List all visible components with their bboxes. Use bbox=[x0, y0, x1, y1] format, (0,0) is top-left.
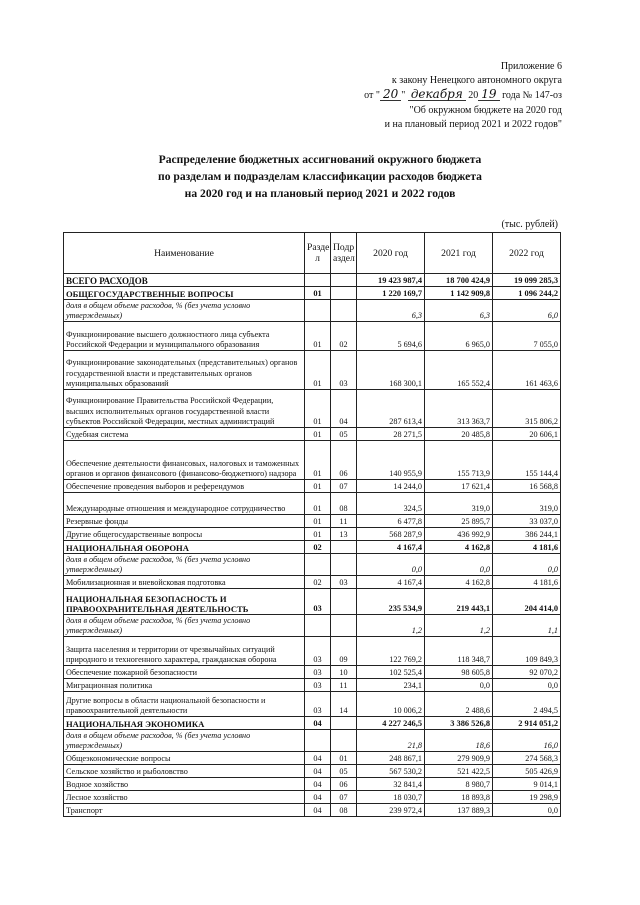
appendix-block bbox=[300, 60, 562, 132]
cell-razdel: 04 bbox=[305, 791, 331, 804]
cell-2022: 204 414,0 bbox=[493, 589, 561, 615]
cell-razdel: 01 bbox=[305, 493, 331, 515]
cell-2021: 0,0 bbox=[425, 679, 493, 692]
cell-razdel bbox=[305, 300, 331, 322]
table-row bbox=[64, 692, 561, 717]
cell-2022: 386 244,1 bbox=[493, 528, 561, 541]
units-label: (тыс. рублей) bbox=[501, 219, 558, 230]
cell-razdel: 03 bbox=[305, 589, 331, 615]
cell-2020: 234,1 bbox=[357, 679, 425, 692]
table-row bbox=[64, 515, 561, 528]
cell-podrazdel bbox=[331, 554, 357, 576]
cell-name: ОБЩЕГОСУДАРСТВЕННЫЕ ВОПРОСЫ bbox=[64, 287, 305, 300]
cell-2020: 28 271,5 bbox=[357, 428, 425, 441]
cell-name: Водное хозяйство bbox=[64, 778, 305, 791]
cell-2022: 33 037,0 bbox=[493, 515, 561, 528]
cell-2021: 521 422,5 bbox=[425, 765, 493, 778]
document-title bbox=[100, 151, 540, 203]
table-row bbox=[64, 528, 561, 541]
appendix-line-5: и на плановый период 2021 и 2022 годов" bbox=[384, 118, 562, 130]
cell-2022: 7 055,0 bbox=[493, 322, 561, 351]
table-row bbox=[64, 615, 561, 637]
appendix-date-line bbox=[300, 88, 562, 103]
cell-razdel: 03 bbox=[305, 666, 331, 679]
cell-razdel: 01 bbox=[305, 287, 331, 300]
table-row bbox=[64, 493, 561, 515]
cell-2022: 274 568,3 bbox=[493, 752, 561, 765]
cell-2020: 1,2 bbox=[357, 615, 425, 637]
appendix-line-4: "Об окружном бюджете на 2020 год bbox=[409, 104, 562, 116]
table-row bbox=[64, 752, 561, 765]
cell-2022: 155 144,4 bbox=[493, 441, 561, 480]
table-row bbox=[64, 765, 561, 778]
cell-2020: 287 613,4 bbox=[357, 390, 425, 428]
cell-name: Миграционная политика bbox=[64, 679, 305, 692]
cell-2022: 20 606,1 bbox=[493, 428, 561, 441]
cell-2020: 248 867,1 bbox=[357, 752, 425, 765]
cell-2021: 2 488,6 bbox=[425, 692, 493, 717]
table-row bbox=[64, 390, 561, 428]
cell-razdel: 01 bbox=[305, 441, 331, 480]
cell-2020: 32 841,4 bbox=[357, 778, 425, 791]
cell-razdel: 03 bbox=[305, 679, 331, 692]
table-row bbox=[64, 804, 561, 817]
cell-2021: 155 713,9 bbox=[425, 441, 493, 480]
table-row bbox=[64, 666, 561, 679]
table-row bbox=[64, 576, 561, 589]
cell-podrazdel bbox=[331, 274, 357, 287]
cell-2022: 319,0 bbox=[493, 493, 561, 515]
cell-name: Общеэкономические вопросы bbox=[64, 752, 305, 765]
cell-podrazdel: 03 bbox=[331, 351, 357, 390]
cell-2022: 92 070,2 bbox=[493, 666, 561, 679]
cell-2021: 1,2 bbox=[425, 615, 493, 637]
title-line-1: Распределение бюджетных ассигнований окружного бюджета bbox=[158, 153, 482, 166]
cell-2020: 567 530,2 bbox=[357, 765, 425, 778]
cell-podrazdel bbox=[331, 300, 357, 322]
cell-2022: 4 181,6 bbox=[493, 576, 561, 589]
cell-name: ВСЕГО РАСХОДОВ bbox=[64, 274, 305, 287]
cell-2022: 9 014,1 bbox=[493, 778, 561, 791]
cell-razdel bbox=[305, 274, 331, 287]
cell-2020: 5 694,6 bbox=[357, 322, 425, 351]
table-row bbox=[64, 541, 561, 554]
cell-2020: 0,0 bbox=[357, 554, 425, 576]
cell-2020: 6 477,8 bbox=[357, 515, 425, 528]
cell-name: Другие вопросы в области национальной безопасности и правоохранительной деятельности bbox=[64, 692, 305, 717]
handwritten-day: 20 bbox=[380, 88, 401, 101]
date-year-prefix: 20 bbox=[465, 90, 479, 102]
budget-table bbox=[63, 232, 561, 817]
cell-2021: 6 965,0 bbox=[425, 322, 493, 351]
cell-razdel: 03 bbox=[305, 637, 331, 666]
table-row bbox=[64, 730, 561, 752]
cell-2022: 0,0 bbox=[493, 554, 561, 576]
header-2021: 2021 год bbox=[425, 233, 493, 274]
cell-2021: 319,0 bbox=[425, 493, 493, 515]
cell-2020: 568 287,9 bbox=[357, 528, 425, 541]
cell-2021: 279 909,9 bbox=[425, 752, 493, 765]
cell-2021: 436 992,9 bbox=[425, 528, 493, 541]
cell-2020: 19 423 987,4 bbox=[357, 274, 425, 287]
cell-2021: 4 162,8 bbox=[425, 576, 493, 589]
cell-name: Сельское хозяйство и рыболовство bbox=[64, 765, 305, 778]
cell-name: Резервные фонды bbox=[64, 515, 305, 528]
cell-podrazdel: 11 bbox=[331, 679, 357, 692]
cell-2022: 2 914 051,2 bbox=[493, 717, 561, 730]
cell-podrazdel: 11 bbox=[331, 515, 357, 528]
table-row bbox=[64, 351, 561, 390]
cell-podrazdel: 08 bbox=[331, 493, 357, 515]
cell-podrazdel: 03 bbox=[331, 576, 357, 589]
cell-name: Защита населения и территории от чрезвычайных ситуаций природного и техногенного характера, гражданская оборона bbox=[64, 637, 305, 666]
table-row bbox=[64, 637, 561, 666]
appendix-line-1: Приложение 6 bbox=[500, 61, 562, 72]
cell-razdel: 01 bbox=[305, 528, 331, 541]
header-razdel: Разде л bbox=[305, 233, 331, 274]
cell-name: Мобилизационная и вневойсковая подготовка bbox=[64, 576, 305, 589]
table-row bbox=[64, 441, 561, 480]
cell-razdel: 04 bbox=[305, 778, 331, 791]
cell-podrazdel bbox=[331, 287, 357, 300]
cell-2020: 6,3 bbox=[357, 300, 425, 322]
cell-razdel: 04 bbox=[305, 752, 331, 765]
cell-podrazdel: 07 bbox=[331, 791, 357, 804]
cell-2022: 505 426,9 bbox=[493, 765, 561, 778]
cell-name: Международные отношения и международное сотрудничество bbox=[64, 493, 305, 515]
table-row bbox=[64, 554, 561, 576]
cell-2020: 168 300,1 bbox=[357, 351, 425, 390]
table-row bbox=[64, 300, 561, 322]
cell-2020: 4 167,4 bbox=[357, 576, 425, 589]
cell-2022: 4 181,6 bbox=[493, 541, 561, 554]
cell-2020: 10 006,2 bbox=[357, 692, 425, 717]
cell-name: Обеспечение деятельности финансовых, налоговых и таможенных органов и органов финансового (финансово-бюджетного) надзора bbox=[64, 441, 305, 480]
cell-name: Функционирование законодательных (представительных) органов государственной власти и представительных органов муниципальных образований bbox=[64, 351, 305, 390]
cell-2022: 16 568,8 bbox=[493, 480, 561, 493]
cell-2020: 18 030,7 bbox=[357, 791, 425, 804]
cell-name: доля в общем объеме расходов, % (без учета условно утвержденных) bbox=[64, 615, 305, 637]
cell-2020: 239 972,4 bbox=[357, 804, 425, 817]
cell-2022: 19 099 285,3 bbox=[493, 274, 561, 287]
cell-razdel: 01 bbox=[305, 515, 331, 528]
handwritten-month: декабря bbox=[408, 88, 466, 101]
cell-2022: 16,0 bbox=[493, 730, 561, 752]
cell-name: Лесное хозяйство bbox=[64, 791, 305, 804]
cell-2021: 18 700 424,9 bbox=[425, 274, 493, 287]
cell-2021: 17 621,4 bbox=[425, 480, 493, 493]
table-row bbox=[64, 717, 561, 730]
cell-podrazdel: 06 bbox=[331, 441, 357, 480]
cell-2022: 315 806,2 bbox=[493, 390, 561, 428]
cell-podrazdel: 14 bbox=[331, 692, 357, 717]
title-line-3: на 2020 год и на плановый период 2021 и 2022 годов bbox=[184, 187, 456, 201]
cell-2020: 102 525,4 bbox=[357, 666, 425, 679]
cell-2022: 0,0 bbox=[493, 679, 561, 692]
cell-podrazdel: 09 bbox=[331, 637, 357, 666]
cell-podrazdel: 07 bbox=[331, 480, 357, 493]
cell-2020: 4 167,4 bbox=[357, 541, 425, 554]
cell-razdel bbox=[305, 730, 331, 752]
cell-podrazdel: 05 bbox=[331, 428, 357, 441]
table-row bbox=[64, 778, 561, 791]
cell-podrazdel: 05 bbox=[331, 765, 357, 778]
table-row bbox=[64, 287, 561, 300]
cell-razdel bbox=[305, 554, 331, 576]
cell-2022: 109 849,3 bbox=[493, 637, 561, 666]
date-prefix: от " bbox=[364, 90, 380, 102]
cell-podrazdel bbox=[331, 589, 357, 615]
cell-2021: 18,6 bbox=[425, 730, 493, 752]
cell-2020: 14 244,0 bbox=[357, 480, 425, 493]
table-row bbox=[64, 589, 561, 615]
cell-2021: 18 893,8 bbox=[425, 791, 493, 804]
cell-2020: 4 227 246,5 bbox=[357, 717, 425, 730]
cell-2021: 3 386 526,8 bbox=[425, 717, 493, 730]
table-row bbox=[64, 679, 561, 692]
budget-table-body bbox=[64, 274, 561, 817]
cell-podrazdel: 01 bbox=[331, 752, 357, 765]
table-row bbox=[64, 322, 561, 351]
cell-2021: 165 552,4 bbox=[425, 351, 493, 390]
cell-2022: 1,1 bbox=[493, 615, 561, 637]
cell-razdel: 02 bbox=[305, 541, 331, 554]
cell-podrazdel bbox=[331, 717, 357, 730]
cell-2021: 20 485,8 bbox=[425, 428, 493, 441]
date-mid: " bbox=[401, 90, 408, 102]
cell-2021: 8 980,7 bbox=[425, 778, 493, 791]
cell-2020: 235 534,9 bbox=[357, 589, 425, 615]
cell-2021: 4 162,8 bbox=[425, 541, 493, 554]
cell-podrazdel: 13 bbox=[331, 528, 357, 541]
cell-name: Другие общегосударственные вопросы bbox=[64, 528, 305, 541]
title-line-2: по разделам и подразделам классификации расходов бюджета bbox=[158, 170, 482, 184]
cell-razdel: 01 bbox=[305, 428, 331, 441]
cell-podrazdel: 06 bbox=[331, 778, 357, 791]
cell-2022: 2 494,5 bbox=[493, 692, 561, 717]
cell-2020: 122 769,2 bbox=[357, 637, 425, 666]
cell-podrazdel: 02 bbox=[331, 322, 357, 351]
cell-name: НАЦИОНАЛЬНАЯ ОБОРОНА bbox=[64, 541, 305, 554]
cell-razdel: 01 bbox=[305, 322, 331, 351]
cell-podrazdel: 10 bbox=[331, 666, 357, 679]
cell-razdel: 04 bbox=[305, 765, 331, 778]
table-row bbox=[64, 428, 561, 441]
cell-2021: 98 605,8 bbox=[425, 666, 493, 679]
cell-name: доля в общем объеме расходов, % (без учета условно утвержденных) bbox=[64, 730, 305, 752]
cell-name: Обеспечение пожарной безопасности bbox=[64, 666, 305, 679]
cell-razdel: 01 bbox=[305, 390, 331, 428]
table-row bbox=[64, 791, 561, 804]
cell-2020: 21,8 bbox=[357, 730, 425, 752]
header-2022: 2022 год bbox=[493, 233, 561, 274]
header-2020: 2020 год bbox=[357, 233, 425, 274]
cell-2020: 1 220 169,7 bbox=[357, 287, 425, 300]
cell-name: НАЦИОНАЛЬНАЯ ЭКОНОМИКА bbox=[64, 717, 305, 730]
cell-name: Функционирование Правительства Российской Федерации, высших исполнительных органов государственной власти субъектов Российской Федерации, местных администраций bbox=[64, 390, 305, 428]
cell-name: Транспорт bbox=[64, 804, 305, 817]
header-podrazdel: Подр аздел bbox=[331, 233, 357, 274]
cell-2021: 1 142 909,8 bbox=[425, 287, 493, 300]
date-suffix: года № 147-оз bbox=[499, 90, 562, 102]
cell-2022: 0,0 bbox=[493, 804, 561, 817]
cell-2022: 19 298,9 bbox=[493, 791, 561, 804]
cell-podrazdel: 08 bbox=[331, 804, 357, 817]
cell-2021: 118 348,7 bbox=[425, 637, 493, 666]
cell-2022: 161 463,6 bbox=[493, 351, 561, 390]
table-header-row bbox=[64, 233, 561, 274]
cell-name: Судебная система bbox=[64, 428, 305, 441]
table-row bbox=[64, 480, 561, 493]
handwritten-year: 19 bbox=[478, 88, 499, 101]
cell-razdel: 03 bbox=[305, 692, 331, 717]
cell-2021: 137 889,3 bbox=[425, 804, 493, 817]
cell-podrazdel: 04 bbox=[331, 390, 357, 428]
cell-2021: 313 363,7 bbox=[425, 390, 493, 428]
cell-razdel: 04 bbox=[305, 804, 331, 817]
cell-podrazdel bbox=[331, 730, 357, 752]
table-row bbox=[64, 274, 561, 287]
cell-name: Функционирование высшего должностного лица субъекта Российской Федерации и муниципального образования bbox=[64, 322, 305, 351]
cell-2022: 1 096 244,2 bbox=[493, 287, 561, 300]
cell-name: доля в общем объеме расходов, % (без учета условно утвержденных) bbox=[64, 300, 305, 322]
cell-2020: 140 955,9 bbox=[357, 441, 425, 480]
cell-razdel: 02 bbox=[305, 576, 331, 589]
cell-2021: 25 895,7 bbox=[425, 515, 493, 528]
cell-razdel: 04 bbox=[305, 717, 331, 730]
cell-name: доля в общем объеме расходов, % (без учета условно утвержденных) bbox=[64, 554, 305, 576]
cell-podrazdel bbox=[331, 615, 357, 637]
cell-podrazdel bbox=[331, 541, 357, 554]
cell-2022: 6,0 bbox=[493, 300, 561, 322]
cell-2020: 324,5 bbox=[357, 493, 425, 515]
cell-razdel bbox=[305, 615, 331, 637]
appendix-line-2: к закону Ненецкого автономного округа bbox=[391, 75, 562, 87]
cell-razdel: 01 bbox=[305, 480, 331, 493]
cell-2021: 6,3 bbox=[425, 300, 493, 322]
cell-2021: 219 443,1 bbox=[425, 589, 493, 615]
cell-2021: 0,0 bbox=[425, 554, 493, 576]
header-name: Наименование bbox=[64, 233, 305, 274]
cell-razdel: 01 bbox=[305, 351, 331, 390]
cell-name: Обеспечение проведения выборов и референдумов bbox=[64, 480, 305, 493]
cell-name: НАЦИОНАЛЬНАЯ БЕЗОПАСНОСТЬ И ПРАВООХРАНИТЕЛЬНАЯ ДЕЯТЕЛЬНОСТЬ bbox=[64, 589, 305, 615]
